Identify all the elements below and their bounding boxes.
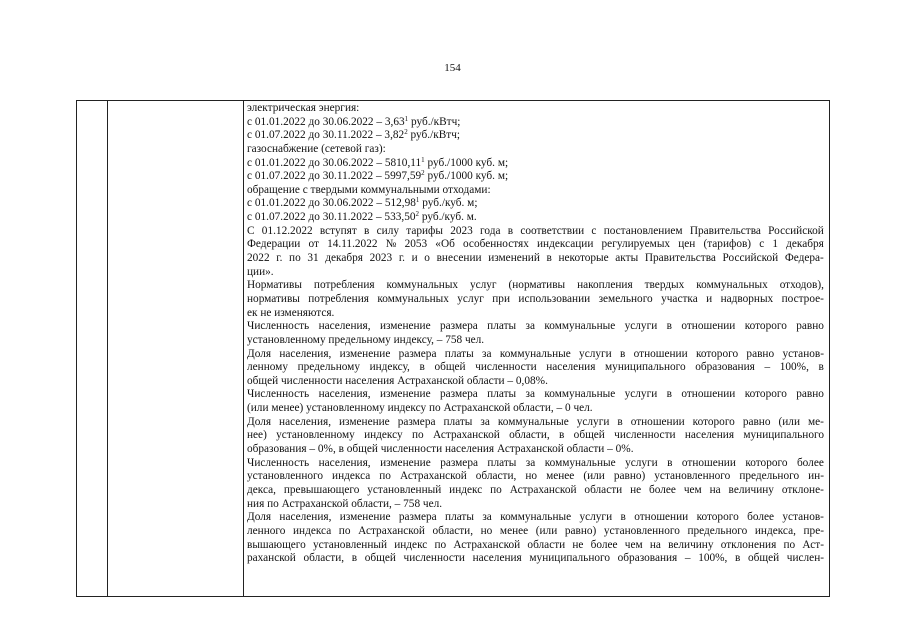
- text-line: Численность населения, изменение размера платы за коммунальные услуги в отношении которого равно: [247, 320, 824, 333]
- text-line: газоснабжение (сетевой газ):: [247, 142, 386, 155]
- text-line: общей численности населения Астраханской области – 0,08%.: [247, 374, 548, 387]
- text-line: установленного индекса по Астраханской области, но менее (или равно) установленного предельного ин-: [247, 470, 824, 483]
- text-line: Численность населения, изменение размера платы за коммунальные услуги в отношении которого более: [247, 456, 824, 469]
- column-divider: [107, 101, 108, 596]
- text-line: Нормативы потребления коммунальных услуг (нормативы накопления твердых коммунальных отходов),: [247, 279, 824, 292]
- text-line: 2022 г. по 31 декабря 2023 г. и о внесении изменений в некоторые акты Правительства Российской Федера-: [247, 252, 824, 265]
- text-line: нее) установленному индексу по Астраханской области, в общей численности населения муниципального: [247, 429, 824, 442]
- text-line: Доля населения, изменение размера платы за коммунальные услуги в отношении которого равно (или ме-: [247, 415, 824, 428]
- text-line: с 01.01.2022 до 30.06.2022 – 3,63$^1$ руб./кВтч;: [247, 115, 461, 128]
- text-line: установленному предельному индексу, – 758 чел.: [247, 333, 485, 346]
- text-line: (или менее) установленному индексу по Астраханской области, – 0 чел.: [247, 402, 593, 415]
- column-divider: [243, 101, 244, 596]
- text-line: Федерации от 14.11.2022 № 2053 «Об особенностях индексации регулируемых цен (тарифов) с 1 декабря: [247, 238, 824, 251]
- text-line: Доля населения, изменение размера платы за коммунальные услуги в отношении которого равно установ-: [247, 347, 824, 360]
- text-line: ленному предельному индексу, в общей численности населения муниципального образования – 100%, в: [247, 361, 824, 374]
- text-line: С 01.12.2022 вступят в силу тарифы 2023 года в соответствии с постановлением Правительства Российской: [247, 224, 824, 237]
- text-line: ния по Астраханской области, – 758 чел.: [247, 497, 443, 510]
- document-table: [76, 100, 830, 597]
- text-line: Численность населения, изменение размера платы за коммунальные услуги в отношении которого равно: [247, 388, 824, 401]
- text-line: декса, превышающего установленный индекс по Астраханской области не более чем на величину отклоне-: [247, 483, 824, 496]
- text-line: электрическая энергия:: [247, 102, 360, 114]
- text-line: ек не изменяются.: [247, 306, 335, 319]
- table-text-cell: [247, 102, 824, 566]
- text-line: ленного индекса по Астраханской области, но менее (или равно) установленного предельного индекса, пре-: [247, 524, 824, 537]
- text-line: образования – 0%, в общей численности населения Астраханской области – 0%.: [247, 443, 634, 456]
- text-line: обращение с твердыми коммунальными отходами:: [247, 183, 491, 196]
- text-line: с 01.01.2022 до 30.06.2022 – 5810,11$^1$ руб./1000 куб. м;: [247, 156, 509, 169]
- text-line: с 01.07.2022 до 30.11.2022 – 3,82$^2$ руб./кВтч;: [247, 129, 461, 142]
- text-line: вышающего установленный индекс по Астраханской области не более чем на величину отклонения по Аст-: [247, 538, 824, 551]
- text-line: раханской области, в общей численности населения муниципального образования – 100%, в общей числен-: [247, 552, 824, 565]
- text-line: нормативы потребления коммунальных услуг при использовании земельного участка и надворных построе-: [247, 292, 824, 305]
- text-line: с 01.07.2022 до 30.11.2022 – 5997,59$^2$ руб./1000 куб. м;: [247, 170, 509, 183]
- text-line: Доля населения, изменение размера платы за коммунальные услуги в отношении которого более установ-: [247, 511, 824, 524]
- text-line: с 01.01.2022 до 30.06.2022 – 512,98$^1$ руб./куб. м;: [247, 197, 478, 210]
- text-line: с 01.07.2022 до 30.11.2022 – 533,50$^2$ руб./куб. м.: [247, 211, 477, 224]
- text-line: ции».: [247, 265, 274, 278]
- page-number: 154: [444, 62, 461, 74]
